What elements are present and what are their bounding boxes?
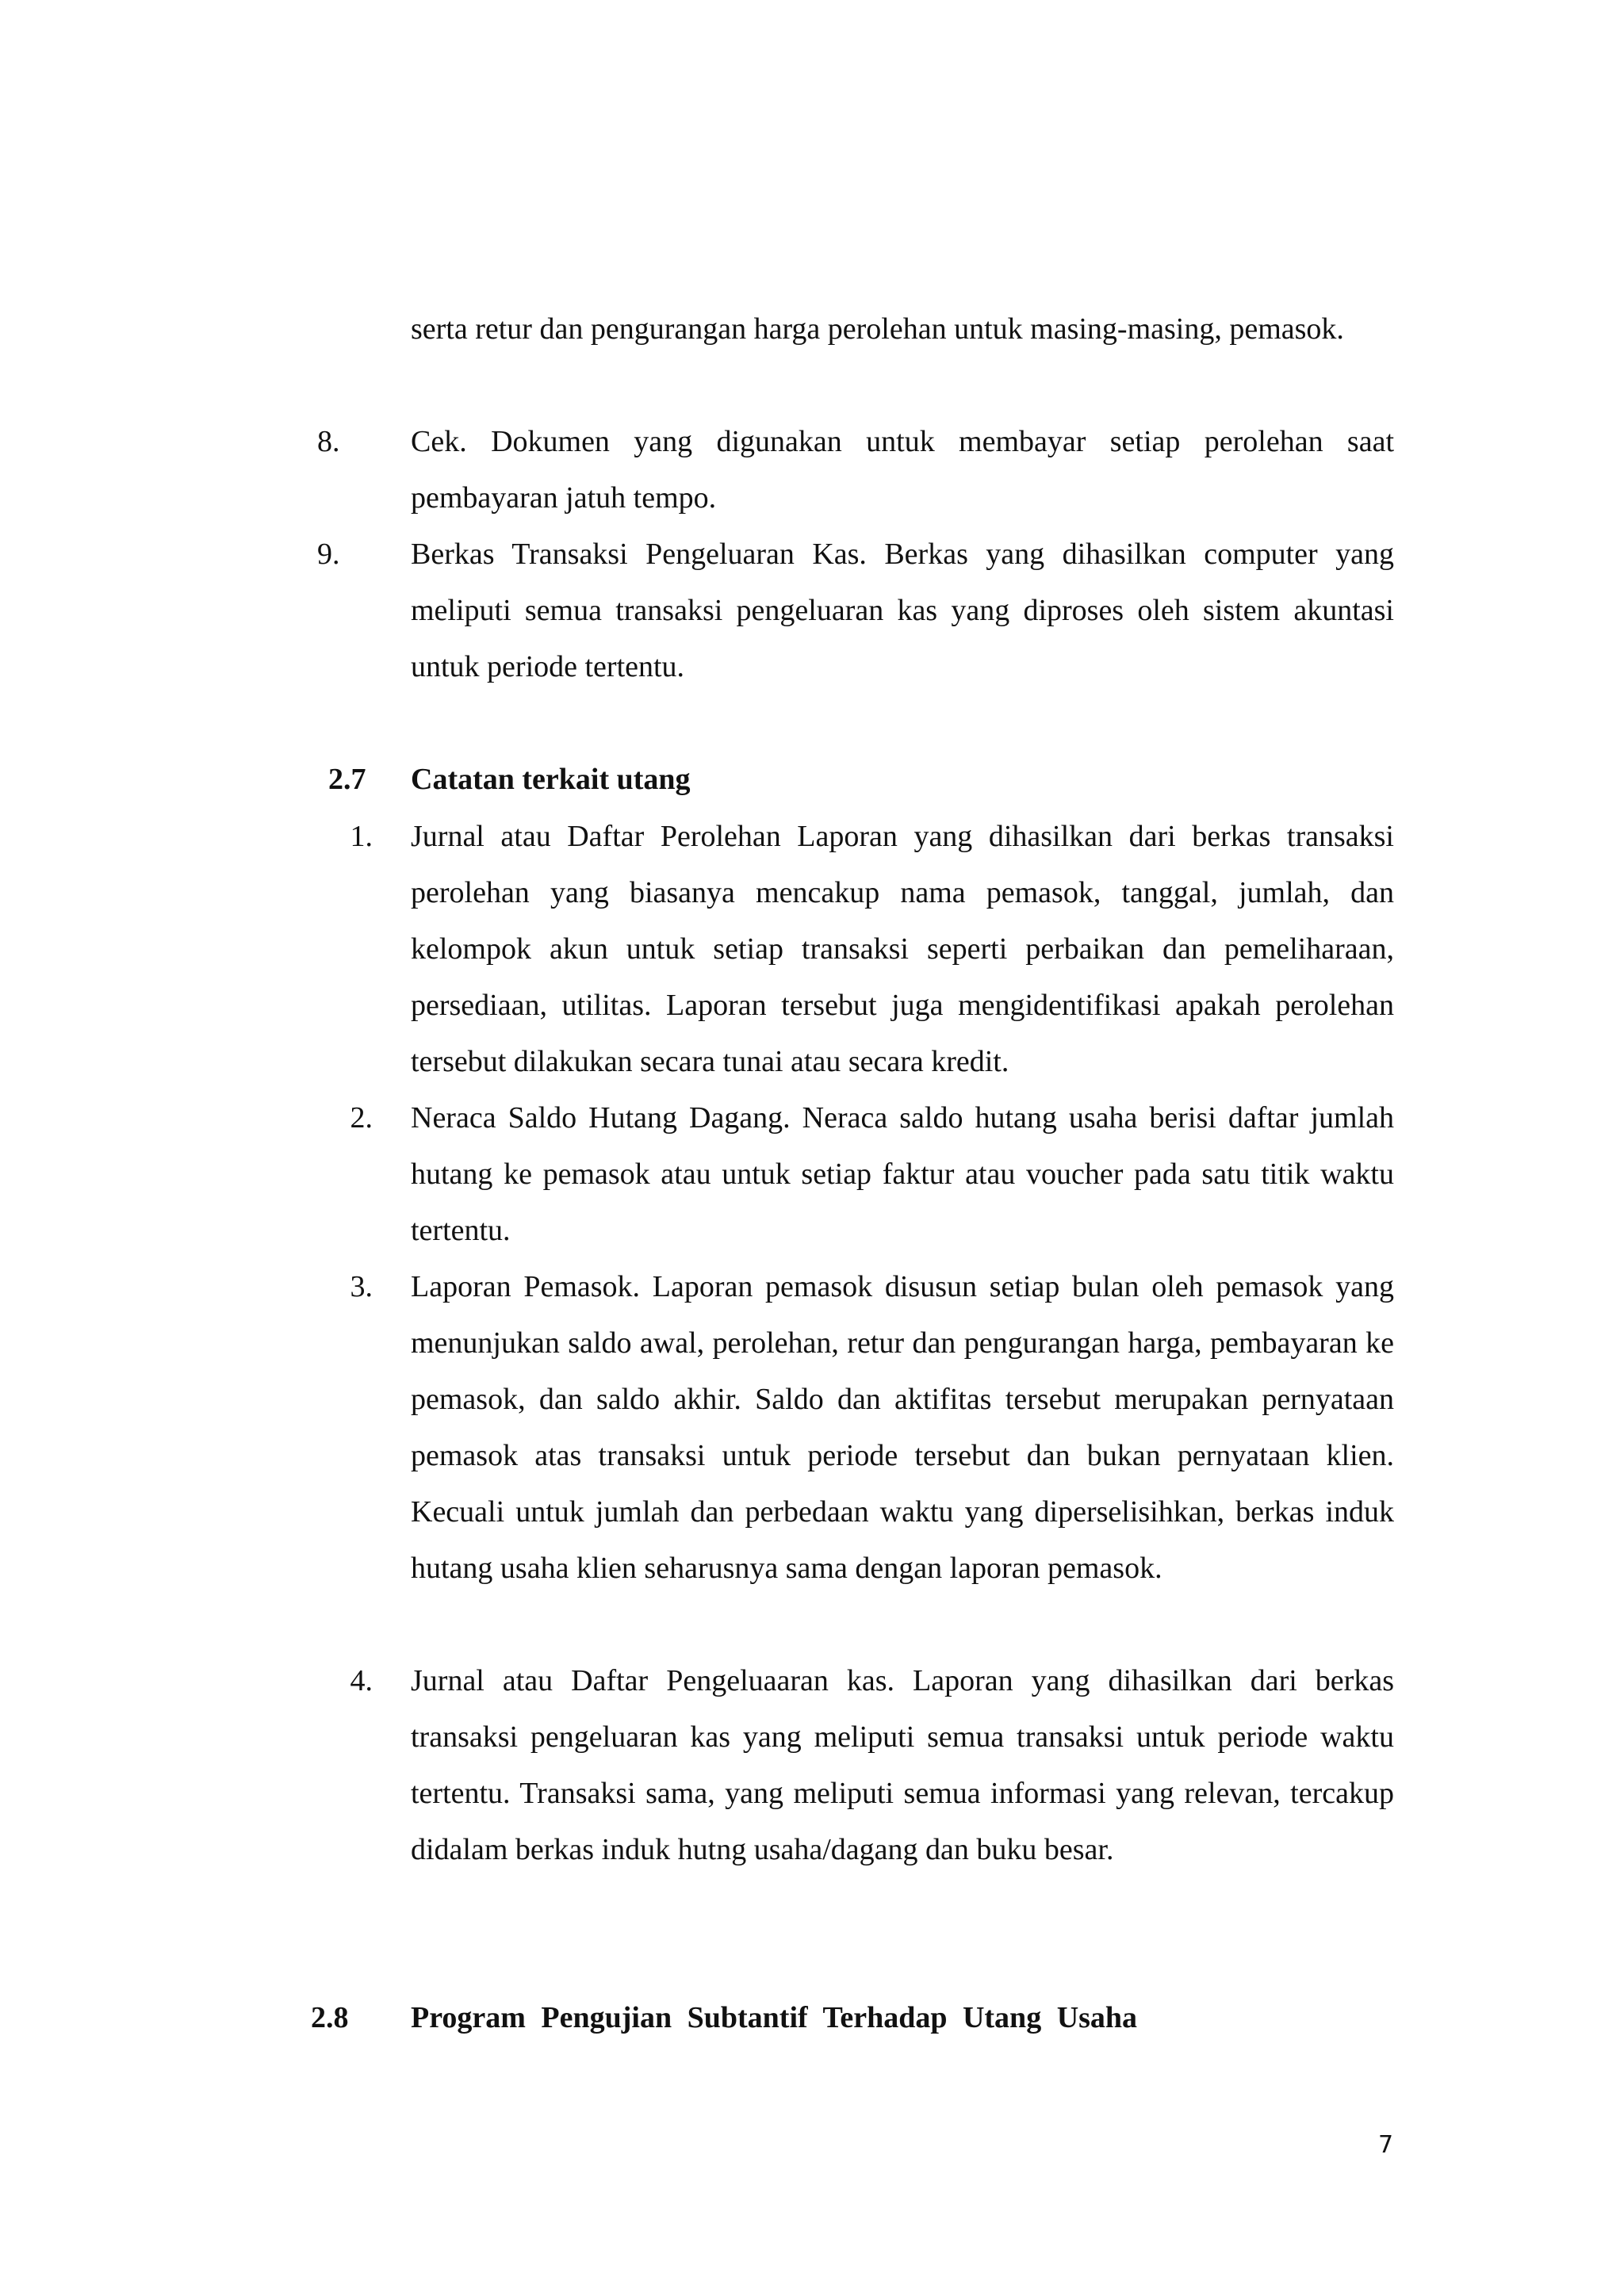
list-item-number: 1. xyxy=(350,820,373,853)
continuation-paragraph: serta retur dan pengurangan harga perolehan untuk masing-masing, pemasok. xyxy=(411,312,1344,346)
list-item-text: Jurnal atau Daftar Pengeluaaran kas. Laporan yang dihasilkan dari berkas transaksi pengeluaran kas yang meliputi semua transaksi untuk periode waktu tertentu. Transaksi sama, yang meliputi semua informasi yang relevan, tercakup didalam berkas induk hutng usaha/dagang dan buku besar. xyxy=(411,1664,1394,1866)
list-item-text: Jurnal atau Daftar Perolehan Laporan yang dihasilkan dari berkas transaksi perolehan yang biasanya mencakup nama pemasok, tanggal, jumlah, dan kelompok akun untuk setiap transaksi seperti perbaikan dan pemeliharaan, persediaan, utilitas. Laporan tersebut juga mengidentifikasi apakah perolehan tersebut dilakukan secara tunai atau secara kredit. xyxy=(411,820,1394,1078)
section-heading: Catatan terkait utang xyxy=(411,763,691,796)
list-item-text: Laporan Pemasok. Laporan pemasok disusun setiap bulan oleh pemasok yang menunjukan saldo awal, perolehan, retur dan pengurangan harga, pembayaran ke pemasok, dan saldo akhir. Saldo dan aktifitas tersebut merupakan pernyataan pemasok atas transaksi untuk periode tersebut dan bukan pernyataan klien. Kecuali untuk jumlah dan perbedaan waktu yang diperselisihkan, berkas induk hutang usaha klien seharusnya sama dengan laporan pemasok. xyxy=(411,1270,1394,1585)
list-item-text: Neraca Saldo Hutang Dagang. Neraca saldo hutang usaha berisi daftar jumlah hutang ke pemasok atau untuk setiap faktur atau voucher pada satu titik waktu tertentu. xyxy=(411,1101,1394,1247)
list-item-number: 4. xyxy=(350,1664,373,1697)
list-item-number: 2. xyxy=(350,1101,373,1135)
list-item-number: 3. xyxy=(350,1270,373,1303)
list-item-text: Berkas Transaksi Pengeluaran Kas. Berkas yang dihasilkan computer yang meliputi semua transaksi pengeluaran kas yang diproses oleh sistem akuntasi untuk periode tertentu. xyxy=(411,538,1394,683)
section-heading: Program Pengujian Subtantif Terhadap Utang Usaha xyxy=(411,2001,1138,2034)
list-item-number: 8. xyxy=(317,425,340,458)
section-number: 2.8 xyxy=(311,2001,349,2034)
section-number: 2.7 xyxy=(328,763,366,796)
list-item-text: Cek. Dokumen yang digunakan untuk membayar setiap perolehan saat pembayaran jatuh tempo. xyxy=(411,425,1394,515)
page-number: 7 xyxy=(1378,2131,1394,2159)
list-item-number: 9. xyxy=(317,538,340,571)
